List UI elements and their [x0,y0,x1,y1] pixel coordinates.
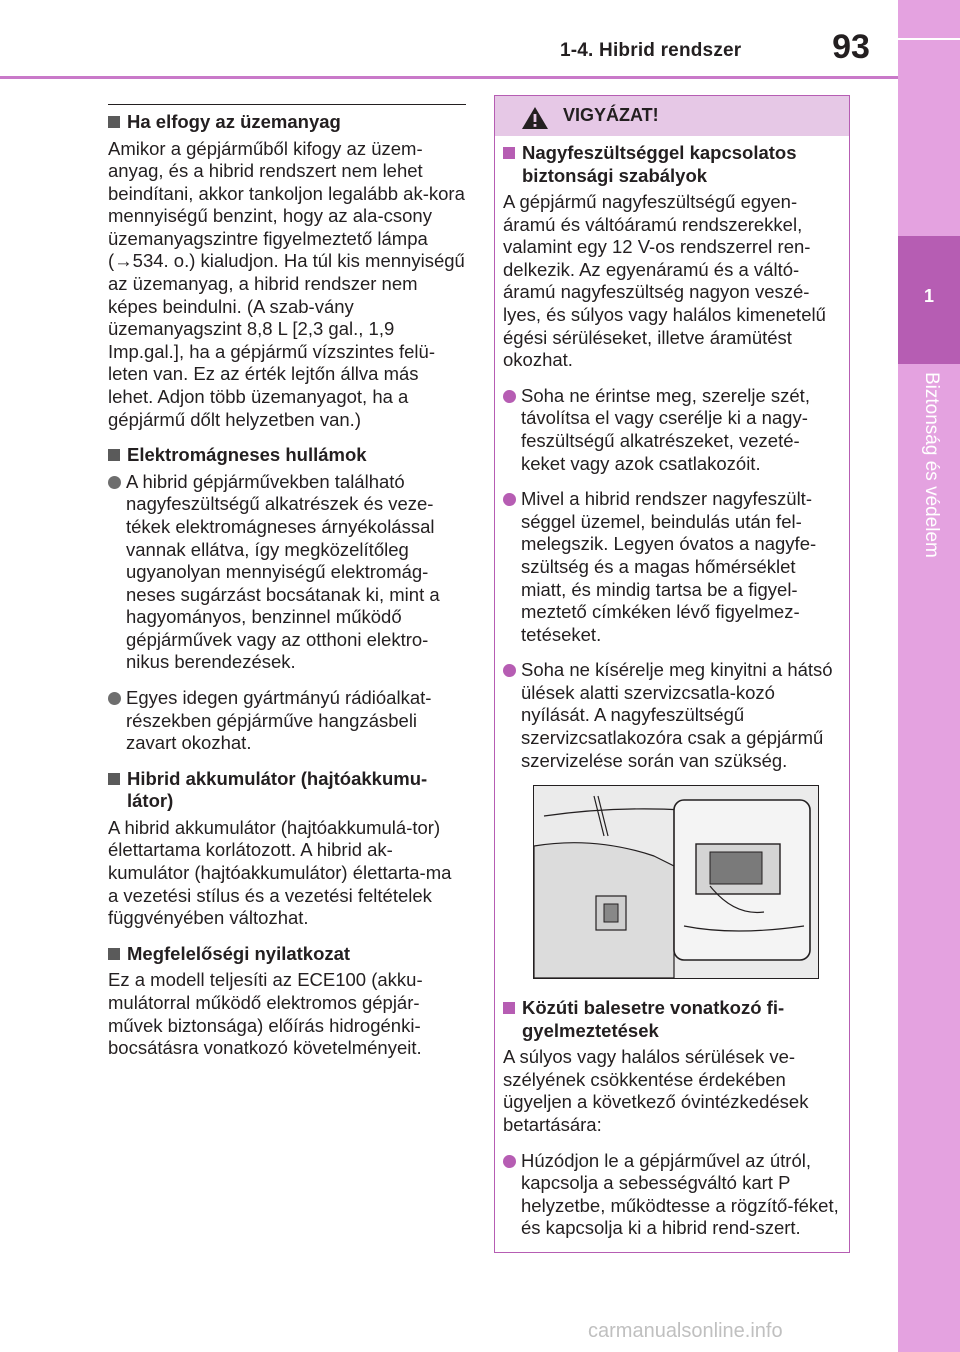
warning-triangle-icon [521,106,549,130]
paragraph: A hibrid akkumulátor (hajtóakkumulá-tor) élettartama korlátozott. A hibrid ak-kumulátor (hajtóakkumulátor) élettarta-ma a vezetési stílus és a vezetési feltételek függvényében változhat. [108,816,452,929]
square-bullet-icon [503,147,515,159]
round-bullet-icon [108,692,121,705]
warning-header [495,96,849,136]
section-heading [108,943,466,966]
square-bullet-icon [108,773,120,785]
paragraph: Amikor a gépjárműből kifogy az üzem-anyag, és a hibrid rendszert nem lehet beindítani, akkor tankoljon legalább ak-kora mennyiségű benzint, hogy az ala-csony üzemanyagszintre figyelmeztető lámpa (→534. o.) kialudjon. Ha túl kis mennyiségű az üzemanyag, a hibrid rendszer nem képes beindulni. (A szab-vány üzemanyagszint 8,8 L [2,3 gal., 1,9 Imp.gal.], ha a gépjármű vízszintes felü-leten van. Ez az érték lejtőn állva más lehet. Adjon több üzemanyagot, ha a gépjármű dőlt helyzetben van.) [108,137,465,430]
square-bullet-icon [503,1002,515,1014]
square-bullet-icon [108,116,120,128]
side-tab-divider [898,38,960,40]
bullet-item [503,385,841,475]
bullet-item [503,1150,841,1240]
watermark: carmanualsonline.info [588,1320,783,1342]
warning-body [503,142,841,1253]
bullet-text: Egyes idegen gyártmányú rádióalkat-részekben gépjárműve hangzásbeli zavart okozhat. [126,687,432,754]
section-heading [108,111,466,134]
paragraph: A gépjármű nagyfeszültségű egyen-áramú és váltóáramú rendszerekkel, valamint egy 12 V-os rendszerrel ren-delkezik. Az egyenáramú és a váltó-áramú nagyfeszültség nagyon veszé-lyes, és súlyos vagy halálos kimenetelű égési sérüléseket, illetve áramütést okozhat. [503,191,826,371]
bullet-item [108,687,466,755]
heading-text: Megfelelőségi nyilatkozat [127,942,351,964]
round-bullet-icon [503,493,516,506]
square-bullet-icon [108,449,120,461]
section-heading [108,444,466,467]
bullet-item [503,659,841,772]
round-bullet-icon [503,664,516,677]
heading-text: Nagyfeszültséggel kapcsolatos biztonsági szabályok [522,142,797,186]
section-heading [108,768,466,813]
section-label: Biztonság és védelem [921,372,942,558]
bullet-item [503,488,841,646]
bullet-item [108,471,466,674]
bullet-text: Mivel a hibrid rendszer nagyfeszült-séggel üzemel, beindulás után fel-melegszik. Legyen óvatos a nagyfe-szültség és a magas hőmérséklet miatt, és mindig tartsa be a figyel-meztető címkéken lévő figyelmez-tetéseket. [521,488,817,645]
header-rule [0,76,898,79]
page-number: 93 [832,28,870,66]
paragraph: A súlyos vagy halálos sérülések ve-szélyének csökkentése érdekében ügyeljen a következő óvintézkedések betartására: [503,1046,809,1136]
warning-box [494,95,850,1253]
paragraph: Ez a modell teljesíti az ECE100 (akku-mulátorral működő elektromos gépjár-művek biztonsága) előírás hidrogénki-bocsátásra vonatkozó követelményeit. [108,969,423,1059]
left-column [108,104,466,1073]
service-plug-drawing [534,786,818,978]
chapter-title: 1-4. Hibrid rendszer [560,40,742,61]
heading-text: Elektromágneses hullámok [127,444,367,466]
round-bullet-icon [503,1155,516,1168]
heading-text: Ha elfogy az üzemanyag [127,111,341,132]
heading-text: Hibrid akkumulátor (hajtóakkumu-látor) [127,767,428,812]
service-plug-illustration [533,785,819,979]
bullet-text: Húzódjon le a gépjárművel az útról, kapcsolja a sebességváltó kart P helyzetbe, működtesse a rögzítő-féket, és kapcsolja ki a hibrid rend-szert. [521,1149,839,1239]
round-bullet-icon [108,476,121,489]
section-side-tab [898,0,960,1352]
warning-heading [503,142,841,187]
bullet-text: Soha ne kísérelje meg kinyitni a hátsó ülések alatti szervizcsatla-kozó nyílását. A nagyfeszültségű szervizcsatlakozóra csak a gépjármű szervizelése során van szükség. [521,659,833,771]
warning-title: VIGYÁZAT! [563,105,659,125]
section-number: 1 [923,286,934,306]
heading-text: Közúti balesetre vonatkozó fi-gyelmeztetések [522,997,785,1041]
warning-heading [503,997,841,1042]
bullet-text: Soha ne érintse meg, szerelje szét, távolítsa el vagy cserélje ki a nagy-feszültségű alkatrészeket, vezeté-keket vagy azok csatlakozóit. [521,384,810,474]
bullet-text: A hibrid gépjárművekben található nagyfeszültségű alkatrészek és veze-tékek elektromágneses árnyékolással vannak ellátva, így megközelítőleg ugyanolyan mennyiségű elektromág-neses sugárzást bocsátanak ki, mint a hagyományos, benzinnel működő gépjárművek vagy az otthoni elektro-nikus berendezések. [126,470,440,673]
round-bullet-icon [503,390,516,403]
square-bullet-icon [108,948,120,960]
